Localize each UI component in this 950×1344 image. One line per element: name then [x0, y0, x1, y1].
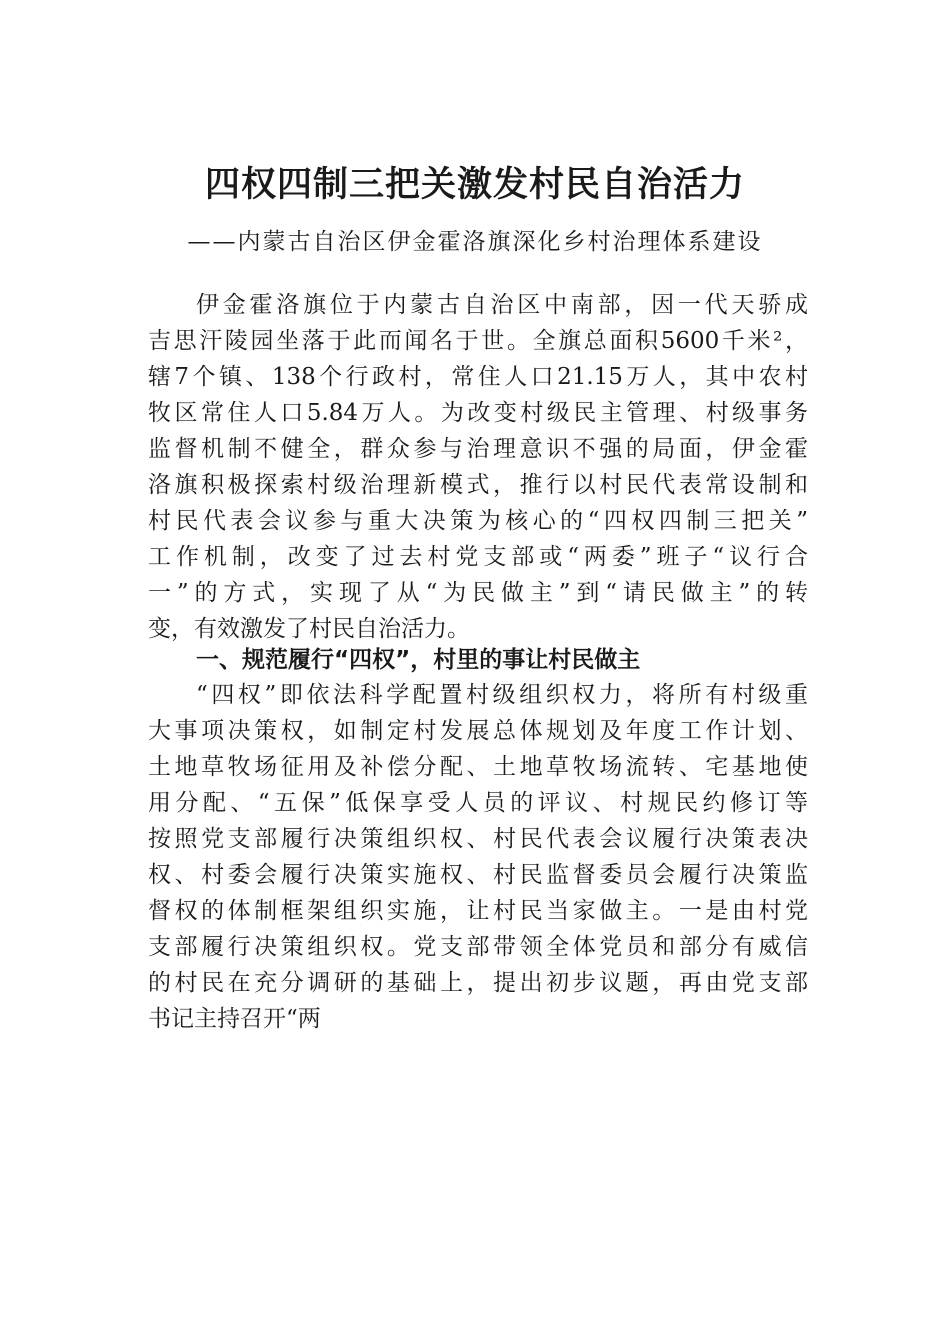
document-subtitle: ——内蒙古自治区伊金霍洛旗深化乡村治理体系建设: [187, 229, 763, 255]
text-line: 大事项决策权，如制定村发展总体规划及年度工作计划、: [148, 718, 808, 744]
text-line: “四权”即依法科学配置村级组织权力，将所有村级重: [196, 682, 808, 708]
text-line: 洛旗积极探索村级治理新模式，推行以村民代表常设制和: [148, 472, 808, 498]
text-line: 伊金霍洛旗位于内蒙古自治区中南部，因一代天骄成: [196, 292, 808, 318]
section-1: [148, 642, 808, 678]
text-line: 工作机制，改变了过去村党支部或“两委”班子“议行合: [148, 544, 808, 570]
paragraph-four-powers: [148, 677, 808, 1037]
text-line: 牧区常住人口5.84万人。为改变村级民主管理、村级事务: [148, 400, 808, 426]
text-line: 土地草牧场征用及补偿分配、土地草牧场流转、宅基地使: [148, 754, 808, 780]
text-line: 权、村委会履行决策实施权、村民监督委员会履行决策监: [148, 862, 808, 888]
text-line: 一”的方式，实现了从“为民做主”到“请民做主”的转: [148, 580, 808, 606]
text-line: 督权的体制框架组织实施，让村民当家做主。一是由村党: [148, 898, 808, 924]
text-line: 村民代表会议参与重大决策为核心的“四权四制三把关”: [148, 508, 808, 534]
document-title: 四权四制三把关激发村民自治活力: [204, 164, 745, 205]
text-line: 监督机制不健全，群众参与治理意识不强的局面，伊金霍: [148, 436, 808, 462]
text-line: 辖7个镇、138个行政村，常住人口21.15万人，其中农村: [148, 364, 808, 390]
paragraph-intro: [148, 287, 808, 647]
section-heading: 一、规范履行“四权”，村里的事让村民做主: [196, 647, 641, 673]
text-line: 吉思汗陵园坐落于此而闻名于世。全旗总面积5600千米²，: [148, 328, 808, 354]
text-line: 的村民在充分调研的基础上，提出初步议题，再由党支部: [148, 970, 808, 996]
text-line: 变，有效激发了村民自治活力。: [148, 616, 470, 642]
text-line: 支部履行决策组织权。党支部带领全体党员和部分有威信: [148, 934, 808, 960]
text-line: 按照党支部履行决策组织权、村民代表会议履行决策表决: [148, 826, 808, 852]
text-line: 用分配、“五保”低保享受人员的评议、村规民约修订等: [148, 790, 808, 816]
text-line: 书记主持召开“两: [148, 1006, 321, 1032]
